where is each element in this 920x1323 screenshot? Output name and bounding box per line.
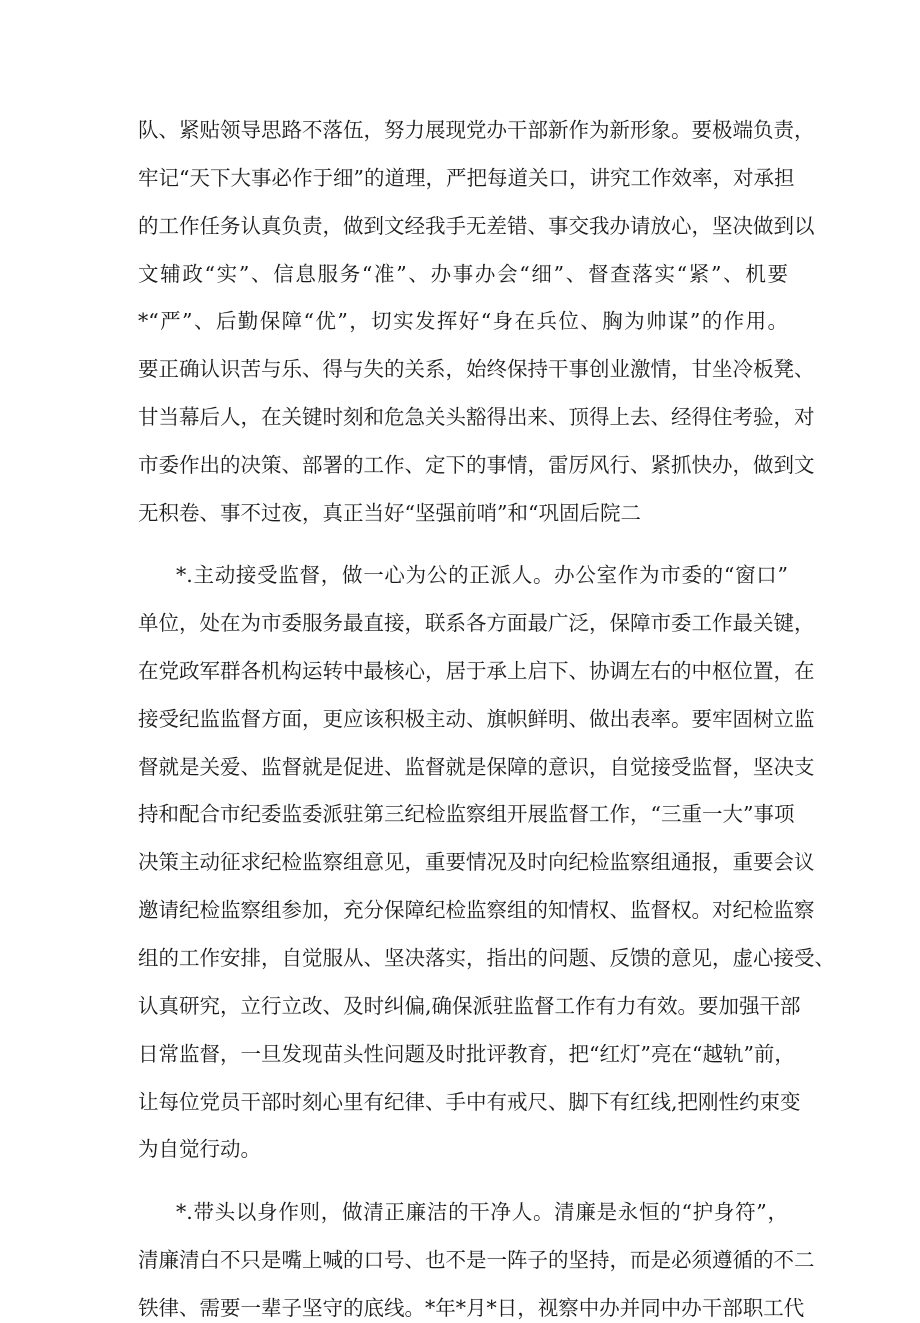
text-line: 市委作出的决策、部署的工作、定下的事情，雷厉风行、紧抓快办，做到文 <box>138 453 815 477</box>
text-line: 无积卷、事不过夜，真正当好“坚强前哨”和“巩固后院二 <box>138 501 641 525</box>
text-line: 文辅政“实”、信息服务“准”、办事办会“细”、督查落实“紧”、机要 <box>138 262 788 286</box>
text-line: 在党政军群各机构运转中最核心，居于承上启下、协调左右的中枢位置，在 <box>138 659 815 683</box>
text-line: 队、紧贴领导思路不落伍，努力展现党办干部新作为新形象。要极端负责， <box>138 118 815 142</box>
text-line: 为自觉行动。 <box>138 1137 261 1161</box>
text-line: 铁律、需要一辈子坚守的底线。*年*月*日，视察中办并同中办干部职工代 <box>138 1296 805 1320</box>
text-line: 认真研究，立行立改、及时纠偏,确保派驻监督工作有力有效。要加强干部 <box>138 994 801 1018</box>
text-line: *“严”、后勤保障“优”，切实发挥好“身在兵位、胸为帅谋”的作用。 <box>138 309 788 333</box>
text-line: 要正确认识苦与乐、得与失的关系，始终保持干事创业激情，甘坐冷板凳、 <box>138 357 815 381</box>
text-line: 接受纪监监督方面，更应该积极主动、旗帜鲜明、做出表率。要牢固树立监 <box>138 707 815 731</box>
text-line: 清廉清白不只是嘴上喊的口号、也不是一阵子的坚持，而是必须遵循的不二 <box>138 1248 815 1272</box>
text-line: 牢记“天下大事必作于细”的道理，严把每道关口，讲究工作效率，对承担 <box>138 166 795 190</box>
text-line: 甘当幕后人，在关键时刻和危急关头豁得出来、顶得上去、经得住考验，对 <box>138 405 815 429</box>
text-line: 日常监督，一旦发现苗头性问题及时批评教育，把“红灯”亮在“越轨”前， <box>138 1042 795 1066</box>
text-line: 单位，处在为市委服务最直接，联系各方面最广泛，保障市委工作最关键， <box>138 611 815 635</box>
text-line: 督就是关爱、监督就是促进、监督就是保障的意识，自觉接受监督，坚决支 <box>138 755 815 779</box>
text-line: 持和配合市纪委监委派驻第三纪检监察组开展监督工作，“三重一大”事项 <box>138 802 795 826</box>
text-line: 决策主动征求纪检监察组意见，重要情况及时向纪检监察组通报，重要会议 <box>138 850 815 874</box>
text-line: 邀请纪检监察组参加，充分保障纪检监察组的知情权、监督权。对纪检监察 <box>138 898 815 922</box>
text-line: 让每位党员干部时刻心里有纪律、手中有戒尺、脚下有红线,把刚性约束变 <box>138 1090 801 1114</box>
text-line: 的工作任务认真负责，做到文经我手无差错、事交我办请放心，坚决做到以 <box>138 214 815 238</box>
text-line: *.主动接受监督，做一心为公的正派人。办公室作为市委的“窗口” <box>176 563 788 587</box>
text-line: *.带头以身作则，做清正廉洁的干净人。清廉是永恒的“护身符”， <box>176 1200 788 1224</box>
text-line: 组的工作安排，自觉服从、坚决落实，指出的问题、反馈的意见，虚心接受、 <box>138 946 835 970</box>
